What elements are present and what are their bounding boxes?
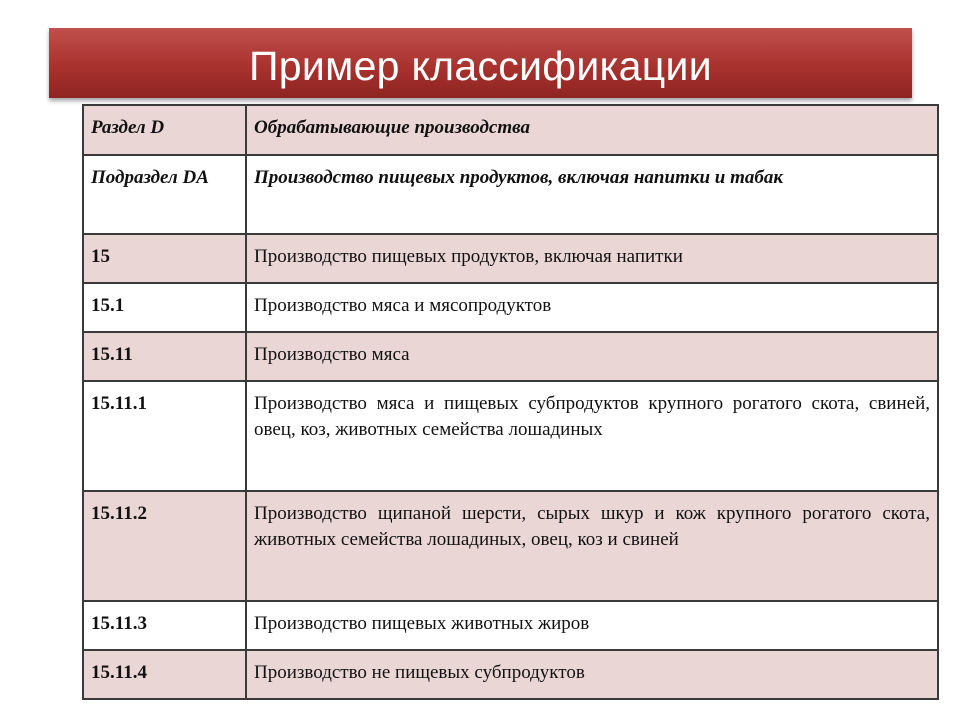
row-description: Производство пищевых продуктов, включая напитки и табак [246, 155, 938, 234]
row-code: 15.11.4 [83, 650, 246, 699]
row-code: 15.1 [83, 283, 246, 332]
row-code: 15.11.1 [83, 381, 246, 491]
table-row-section [83, 105, 938, 155]
row-description: Производство не пищевых субпродуктов [246, 650, 938, 699]
row-code: Подраздел DA [83, 155, 246, 234]
table-row [83, 491, 938, 601]
row-code: 15.11.2 [83, 491, 246, 601]
row-code: 15 [83, 234, 246, 283]
row-description: Производство мяса [246, 332, 938, 381]
row-code: 15.11.3 [83, 601, 246, 650]
row-code: 15.11 [83, 332, 246, 381]
row-description: Производство мяса и пищевых субпродуктов крупного рогатого скота, свиней, овец, коз, животных семейства лошадиных [246, 381, 938, 491]
row-description: Производство щипаной шерсти, сырых шкур и кож крупного рогатого скота, животных семейства лошадиных, овец, коз и свиней [246, 491, 938, 601]
row-description: Производство мяса и мясопродуктов [246, 283, 938, 332]
row-code: Раздел D [83, 105, 246, 155]
table-row [83, 381, 938, 491]
table-row [83, 601, 938, 650]
table-row [83, 234, 938, 283]
classification-table [82, 104, 939, 700]
table-row [83, 332, 938, 381]
row-description: Производство пищевых животных жиров [246, 601, 938, 650]
table-row [83, 283, 938, 332]
slide-title: Пример классификации [249, 43, 712, 89]
title-banner [49, 28, 912, 98]
row-description: Обрабатывающие производства [246, 105, 938, 155]
row-description: Производство пищевых продуктов, включая напитки [246, 234, 938, 283]
table-row [83, 650, 938, 699]
table-row-subsection [83, 155, 938, 234]
